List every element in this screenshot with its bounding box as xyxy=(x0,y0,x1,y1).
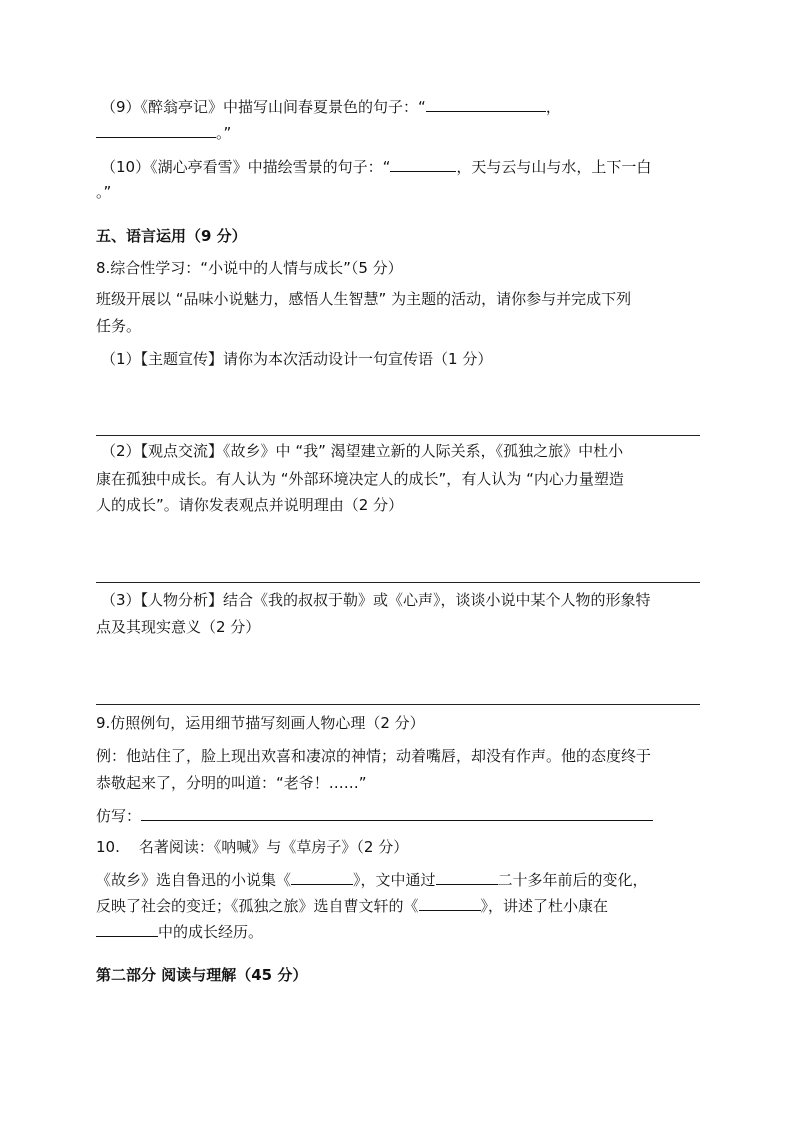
task-2: （2）【观点交流】《故乡》中 “我” 渴望建立新的人际关系，《孤独之旅》中杜小 xyxy=(101,442,624,460)
question-9-title: 9.仿照例句，运用细节描写刻画人物心理（2 分） xyxy=(96,714,425,732)
answer-blank[interactable] xyxy=(141,805,653,821)
question-10-recite-line2 xyxy=(96,182,111,202)
answer-line[interactable] xyxy=(96,582,700,583)
text: 》，讲述了杜小康在 xyxy=(480,897,609,915)
question-10-title: 10. 名著阅读：《呐喊》与《草房子》（2 分） xyxy=(96,838,409,856)
question-10-line3 xyxy=(96,921,263,942)
question-9-example: 例：他站住了，脸上现出欢喜和凄凉的神情；动着嘴唇，却没有作声。他的态度终于 xyxy=(96,747,652,765)
question-8-title: 8.综合性学习：“小说中的人情与成长”（5 分） xyxy=(96,259,403,277)
section-title: 五、语言运用（9 分） xyxy=(96,227,247,245)
question-8-intro: 班级开展以 “品味小说魅力，感悟人生智慧” 为主题的活动，请你参与并完成下列 xyxy=(96,290,632,308)
text: 二十多年前后的变化， xyxy=(497,871,648,889)
answer-blank[interactable] xyxy=(426,96,546,112)
answer-line[interactable] xyxy=(96,435,700,436)
question-10-line2 xyxy=(96,895,608,916)
q9-comma: ， xyxy=(545,98,561,116)
task-1: （1）【主题宣传】请你为本次活动设计一句宣传语（1 分） xyxy=(101,350,493,368)
answer-blank[interactable] xyxy=(419,895,481,911)
task-3-line2: 点及其现实意义（2 分） xyxy=(96,618,261,636)
task-3: （3）【人物分析】结合《我的叔叔于勒》或《心声》，谈谈小说中某个人物的形象特 xyxy=(101,591,651,609)
text: 》，文中通过 xyxy=(353,871,436,889)
task-2-line2: 康在孤独中成长。有人认为 “外部环境决定人的成长”，有人认为 “内心力量塑造 xyxy=(96,470,624,488)
write-label: 仿写： xyxy=(96,807,142,825)
answer-blank[interactable] xyxy=(436,869,498,885)
question-10-recite xyxy=(101,156,651,177)
answer-blank[interactable] xyxy=(390,156,456,172)
question-8-intro-line2: 任务。 xyxy=(96,317,142,335)
part-title: 第二部分 阅读与理解（45 分） xyxy=(96,966,308,984)
task-2-line3: 人的成长”。请你发表观点并说明理由（2 分） xyxy=(96,496,404,514)
q10-prefix: （10）《湖心亭看雪》中描绘雪景的句子：“ xyxy=(101,158,391,176)
question-9-recite xyxy=(101,96,561,117)
question-9-recite-line2 xyxy=(96,122,231,143)
text: 《故乡》选自鲁迅的小说集《 xyxy=(96,871,292,889)
answer-line[interactable] xyxy=(96,704,700,705)
question-10-line1 xyxy=(96,869,648,890)
text: 中的成长经历。 xyxy=(158,923,264,941)
answer-blank[interactable] xyxy=(96,921,158,937)
question-9-write xyxy=(96,805,653,826)
q9-end: 。” xyxy=(216,124,232,142)
answer-blank[interactable] xyxy=(96,122,216,138)
text: 反映了社会的变迁；《孤独之旅》选自曹文轩的《 xyxy=(96,897,419,915)
question-9-example-line2: 恭敬起来了，分明的叫道：“老爷！……” xyxy=(96,774,367,792)
answer-blank[interactable] xyxy=(291,869,353,885)
q10-end: 。” xyxy=(96,183,112,201)
q9-prefix: （9）《醉翁亭记》中描写山间春夏景色的句子：“ xyxy=(101,98,426,116)
q10-after: ，天与云与山与水，上下一白 xyxy=(456,158,652,176)
